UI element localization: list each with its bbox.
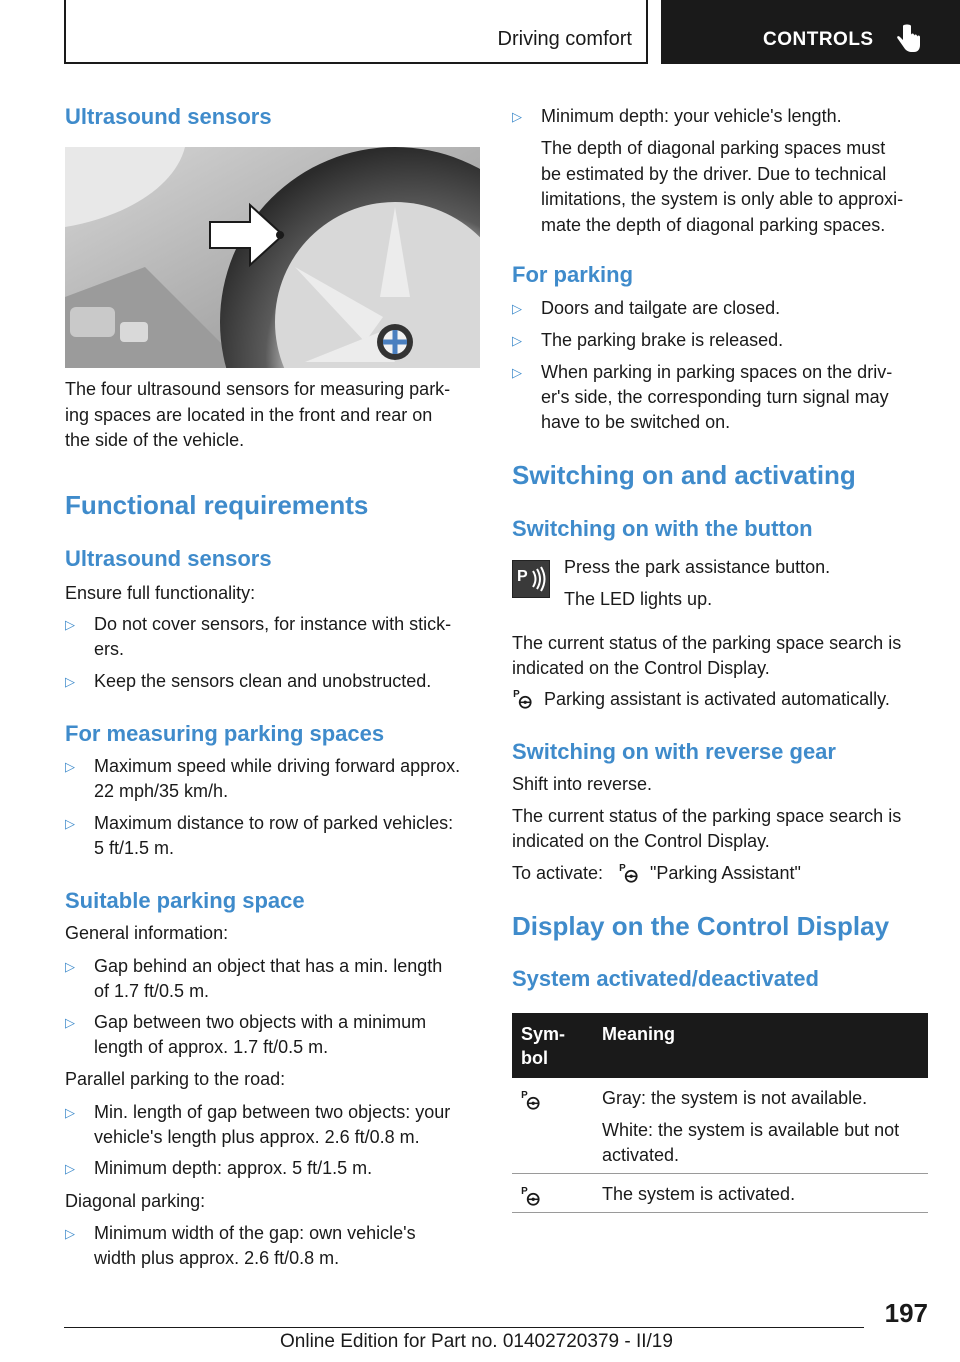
- caption-line-2: ing spaces are located in the front and rear on: [65, 405, 433, 425]
- status2-line-2: indicated on the Control Display.: [512, 831, 770, 851]
- general-info-text: General information:: [65, 923, 229, 943]
- list-item: ▷ Gap behind an object that has a min. length of 1.7 ft/0.5 m.: [65, 956, 443, 1001]
- list-item: ▷ Do not cover sensors, for instance with stick- ers.: [65, 614, 452, 659]
- list-item: ▷ Doors and tailgate are closed.: [512, 296, 930, 321]
- hand-pointer-icon: [895, 24, 921, 54]
- heading-functional-requirements: Functional requirements: [65, 490, 369, 520]
- triangle-bullet-icon: ▷: [65, 1161, 75, 1176]
- triangle-bullet-icon: ▷: [65, 1105, 75, 1120]
- diagonal-parking-text: Diagonal parking:: [65, 1191, 206, 1211]
- edition-text: Online Edition for Part no. 01402720379 - II/19: [280, 1331, 673, 1352]
- heading-ultrasound-sensors: Ultrasound sensors: [65, 104, 272, 129]
- svg-text:P: P: [517, 568, 528, 585]
- table-row: The system is activated.: [602, 1184, 796, 1204]
- status-line-1: The current status of the parking space search is: [512, 633, 902, 653]
- caption-line-1: The four ultrasound sensors for measuring park-: [65, 379, 451, 399]
- footer-divider: [64, 1327, 864, 1328]
- list-item: ▷ Min. length of gap between two objects: your vehicle's length plus approx. 2.6 ft/0.8 m.: [65, 1102, 451, 1147]
- heading-switching-on-activating: Switching on and activating: [512, 460, 856, 490]
- caption-line-3: the side of the vehicle.: [65, 430, 245, 450]
- shift-reverse-text: Shift into reverse.: [512, 774, 653, 794]
- triangle-bullet-icon: ▷: [65, 959, 75, 974]
- page-number: 197: [884, 1298, 928, 1328]
- parking-assistant-label: "Parking Assistant": [650, 863, 801, 883]
- press-button-text: Press the park assistance button.: [564, 557, 831, 577]
- heading-switching-on-button: Switching on with the button: [512, 516, 813, 541]
- heading-system-activated: System activated/deactivated: [512, 966, 819, 991]
- triangle-bullet-icon: ▷: [512, 333, 522, 348]
- chapter-title: CONTROLS: [763, 29, 874, 50]
- triangle-bullet-icon: ▷: [65, 674, 75, 689]
- status-line-2: indicated on the Control Display.: [512, 658, 770, 678]
- triangle-bullet-icon: ▷: [512, 365, 522, 380]
- parking-assistant-icon: [512, 688, 534, 710]
- row-divider: [512, 1173, 928, 1174]
- ensure-text: Ensure full functionality:: [65, 583, 256, 603]
- list-item: ▷ The parking brake is released.: [512, 328, 930, 353]
- heading-ultrasound-sensors-2: Ultrasound sensors: [65, 546, 272, 571]
- heading-reverse-gear: Switching on with reverse gear: [512, 739, 836, 764]
- th-symbol: Sym- bol: [521, 1024, 566, 1068]
- table-header: [512, 1013, 928, 1078]
- list-item: ▷ Minimum depth: approx. 5 ft/1.5 m.: [65, 1156, 480, 1181]
- list-item: ▷ Maximum distance to row of parked vehicles: 5 ft/1.5 m.: [65, 813, 454, 858]
- triangle-bullet-icon: ▷: [512, 109, 522, 124]
- list-item: ▷ Maximum speed while driving forward approx. 22 mph/35 km/h.: [65, 756, 461, 801]
- park-assist-button-icon: [512, 560, 550, 598]
- parking-assistant-active-icon: [520, 1185, 542, 1207]
- parking-assistant-icon: [618, 862, 640, 884]
- to-activate-text: To activate:: [512, 863, 604, 883]
- list-item: ▷ Keep the sensors clean and unobstructed.: [65, 669, 480, 694]
- list-item: ▷ When parking in parking spaces on the driv- er's side, the corresponding turn signal may have to be switched on.: [512, 362, 893, 432]
- triangle-bullet-icon: ▷: [512, 301, 522, 316]
- led-text: The LED lights up.: [564, 589, 713, 609]
- row-divider: [512, 1212, 928, 1213]
- triangle-bullet-icon: ▷: [65, 816, 75, 831]
- auto-activated-text: Parking assistant is activated automatically.: [544, 689, 890, 709]
- status2-line-1: The current status of the parking space search is: [512, 806, 902, 826]
- list-item: ▷ Minimum width of the gap: own vehicle's width plus approx. 2.6 ft/0.8 m.: [65, 1223, 416, 1268]
- sensor-location-photo: [65, 147, 480, 368]
- header-chapter-box: [661, 0, 960, 64]
- triangle-bullet-icon: ▷: [65, 617, 75, 632]
- heading-measuring-parking-spaces: For measuring parking spaces: [65, 721, 385, 746]
- list-item: ▷ Minimum depth: your vehicle's length.: [512, 104, 930, 129]
- parallel-parking-text: Parallel parking to the road:: [65, 1069, 286, 1089]
- triangle-bullet-icon: ▷: [65, 1015, 75, 1030]
- th-meaning: Meaning: [602, 1024, 676, 1044]
- table-row: Gray: the system is not available. White: the system is available but not activated.: [602, 1088, 900, 1165]
- triangle-bullet-icon: ▷: [65, 759, 75, 774]
- list-item: ▷ Gap between two objects with a minimum length of approx. 1.7 ft/0.5 m.: [65, 1012, 427, 1057]
- header-section-box: [64, 0, 648, 64]
- heading-suitable-parking-space: Suitable parking space: [65, 888, 305, 913]
- heading-display-control: Display on the Control Display: [512, 911, 890, 941]
- diagonal-depth-paragraph: The depth of diagonal parking spaces must be estimated by the driver. Due to technical limitations, the system is only able to approxi- mate the depth of diagonal parking spaces.: [541, 138, 904, 235]
- triangle-bullet-icon: ▷: [65, 1226, 75, 1241]
- heading-for-parking: For parking: [512, 262, 634, 287]
- section-title: Driving comfort: [497, 28, 632, 50]
- parking-assistant-gray-icon: [520, 1089, 542, 1111]
